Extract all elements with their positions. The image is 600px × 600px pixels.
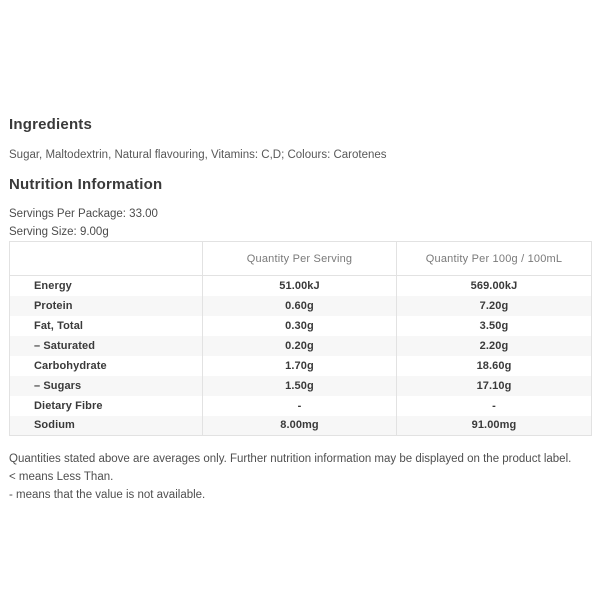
nutrient-label: Dietary Fibre <box>10 396 203 416</box>
per-100g-value: 3.50g <box>397 316 592 336</box>
table-row <box>10 336 592 356</box>
table-row <box>10 376 592 396</box>
nutrition-table-body <box>10 276 592 436</box>
table-row <box>10 396 592 416</box>
nutrient-label: Sodium <box>10 416 203 436</box>
footnote-not-available: - means that the value is not available. <box>9 489 206 501</box>
nutrient-label: Carbohydrate <box>10 356 203 376</box>
nutrition-table-header <box>10 242 592 276</box>
table-row <box>10 356 592 376</box>
nutrition-table <box>9 241 592 436</box>
per-100g-value: 7.20g <box>397 296 592 316</box>
per-serving-value: 51.00kJ <box>203 276 397 296</box>
per-serving-value: - <box>203 396 397 416</box>
per-100g-value: 91.00mg <box>397 416 592 436</box>
footnotes <box>9 450 591 504</box>
per-100g-value: 2.20g <box>397 336 592 356</box>
table-row <box>10 316 592 336</box>
per-serving-value: 0.20g <box>203 336 397 356</box>
footnote-less-than: < means Less Than. <box>9 471 114 483</box>
nutrient-label: Energy <box>10 276 203 296</box>
per-serving-value: 8.00mg <box>203 416 397 436</box>
per-100g-value: 17.10g <box>397 376 592 396</box>
table-row <box>10 296 592 316</box>
ingredients-text: Sugar, Maltodextrin, Natural flavouring, Vitamins: C,D; Colours: Carotenes <box>9 149 387 161</box>
per-100g-value: 18.60g <box>397 356 592 376</box>
column-header-per-100g: Quantity Per 100g / 100mL <box>397 242 592 276</box>
nutrient-label: Protein <box>10 296 203 316</box>
serving-info <box>9 205 591 241</box>
ingredients-heading: Ingredients <box>9 116 93 133</box>
footnote-averages: Quantities stated above are averages only. Further nutrition information may be displayed on the product label. <box>9 453 572 465</box>
column-header-per-serving: Quantity Per Serving <box>203 242 397 276</box>
nutrient-label: – Sugars <box>10 376 203 396</box>
nutrition-information-heading: Nutrition Information <box>9 176 163 193</box>
servings-per-package: Servings Per Package: 33.00 <box>9 208 158 220</box>
column-header-nutrient <box>10 242 203 276</box>
per-serving-value: 0.60g <box>203 296 397 316</box>
serving-size: Serving Size: 9.00g <box>9 226 109 238</box>
per-serving-value: 1.50g <box>203 376 397 396</box>
per-serving-value: 0.30g <box>203 316 397 336</box>
nutrient-label: Fat, Total <box>10 316 203 336</box>
per-100g-value: 569.00kJ <box>397 276 592 296</box>
table-row <box>10 416 592 436</box>
per-100g-value: - <box>397 396 592 416</box>
table-row <box>10 276 592 296</box>
per-serving-value: 1.70g <box>203 356 397 376</box>
nutrient-label: – Saturated <box>10 336 203 356</box>
